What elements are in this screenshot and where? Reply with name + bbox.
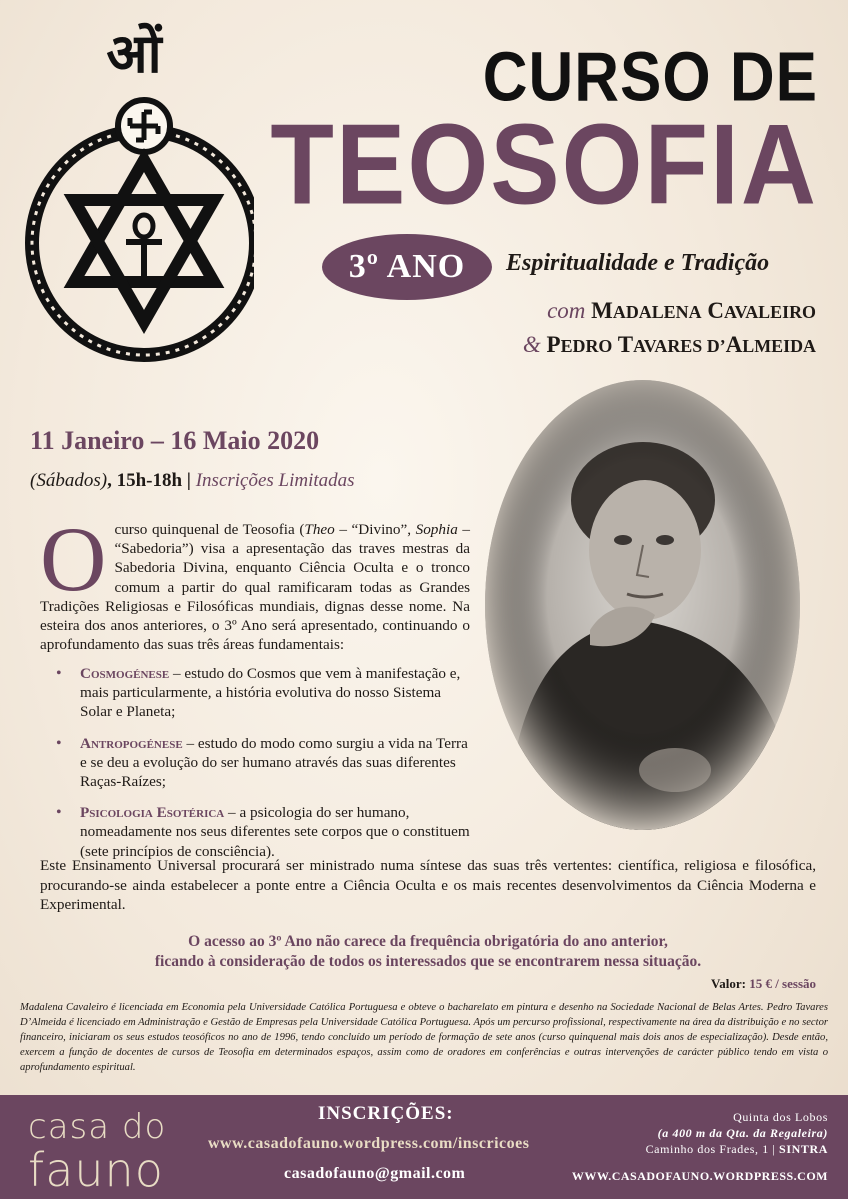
registration-title: INSCRIÇÕES: xyxy=(318,1103,454,1124)
casa-do-fauno-logo: casa do fauno xyxy=(28,1107,167,1197)
bullet-icon: • xyxy=(56,804,62,822)
schedule-limit: Inscrições Limitadas xyxy=(195,470,355,491)
presenter-name-2b: TAVARES D’ALMEIDA xyxy=(617,332,816,357)
bullet-icon: • xyxy=(56,665,62,682)
list-item: • Cosmogénese – estudo do Cosmos que vem à manifestação e, mais particularmente, a história evolutiva do nosso Sistema Solar e Planeta; xyxy=(56,665,461,721)
presenter-name-1a: MADALENA xyxy=(591,298,702,323)
schedule-days: (Sábados) xyxy=(30,470,108,491)
intro-paragraph: Ocurso quinquenal de Teosofia (Theo – “Divino”, Sophia – “Sabedoria”) visa a apresentação das traves mestras da Sabedoria Divina, enquanto Ciência Oculta e o tronco comum a partir do qual ramificaram todas as Grandes Tradições Religiosas e Filosóficas mundiais, dignas desse nome. Na esteira dos anos anteriores, o 3º Ano será apresentado, continuando o aprofundamento das suas três áreas fundamentais: xyxy=(40,508,470,654)
presenter-prefix: com xyxy=(547,298,586,323)
schedule-hours: , 15h-18h | xyxy=(107,470,191,491)
address: Quinta dos Lobos (a 400 m da Qta. da Regaleira) Caminho dos Frades, 1 | SINTRA xyxy=(645,1110,828,1156)
closing-paragraph: Este Ensinamento Universal procurará ser ministrado numa síntese das suas três vertentes: científica, religiosa e filosófica, procurando-se ainda estabelecer a ponte entre a Ciência Oculta e os mais recentes desenvolvimentos da Ciência Moderna e Experimental. xyxy=(40,857,816,913)
bullet-icon: • xyxy=(56,734,62,752)
list-item: • Psicologia Esotérica – a psicologia do ser humano, nomeadamente nos seus diferentes sete corpos que o constituem (sete princípios de consciência). xyxy=(56,804,470,860)
year-badge: 3º ANO xyxy=(322,234,492,300)
course-dates: 11 Janeiro – 16 Maio 2020 xyxy=(30,426,320,455)
presenters-bio: Madalena Cavaleiro é licenciada em Economia pela Universidade Católica Portuguesa e obteve o bacharelato em pintura e desenho na Sociedade Nacional de Belas Artes. Pedro Tavares D’Almeida é licenciado em Administração e Gestão de Empresas pela Universidade Católica Portuguesa. Após um percurso profissional, respectivamente na área da distribuição e no sector financeiro, iniciaram os seus estudos teosóficos no ano de 1996, tendo concluído um período de formação de sete anos (curso quinquenal mais dois anos de especialização). Desde então, exercem a função de docentes de cursos de Teosofia em determinados espaços, assim como de oradores em conferências e outras intervenções de carácter público tendo em vista o aprofundamento espiritual. xyxy=(20,1002,828,1073)
title-line-1: CURSO DE xyxy=(482,39,818,117)
title-line-2: TEOSOFIA xyxy=(270,101,818,229)
registration-email[interactable]: casadofauno@gmail.com xyxy=(284,1165,466,1182)
topics-list xyxy=(56,664,476,873)
footer xyxy=(0,1095,848,1199)
drop-cap: O xyxy=(40,508,107,610)
presenter-line-2 xyxy=(523,332,816,358)
presenter-name-1b: CAVALEIRO xyxy=(707,298,816,323)
price: Valor: 15 € / sessão xyxy=(711,976,816,991)
list-item: • Antropogénese – estudo do modo como surgiu a vida na Terra e se deu a evolução do ser humano através das suas diferentes Raças-Raízes; xyxy=(56,734,468,791)
om-glyph: ओं xyxy=(106,22,162,85)
access-note: O acesso ao 3º Ano não carece da frequência obrigatória do ano anterior, ficando à consideração de todos os interessados que se encontrarem nessa situação. xyxy=(154,933,702,970)
theosophical-seal-icon xyxy=(14,10,254,380)
website-link[interactable]: WWW.CASADOFAUNO.WORDPRESS.COM xyxy=(571,1169,828,1183)
ampersand: & xyxy=(522,332,541,357)
presenter-line-1 xyxy=(547,298,816,324)
schedule xyxy=(30,470,355,492)
presenter-name-2a: PEDRO xyxy=(546,332,613,357)
portrait-photo xyxy=(485,380,800,830)
subtitle: Espiritualidade e Tradição xyxy=(506,250,770,276)
registration-link[interactable]: www.casadofauno.wordpress.com/inscricoes xyxy=(208,1135,530,1152)
